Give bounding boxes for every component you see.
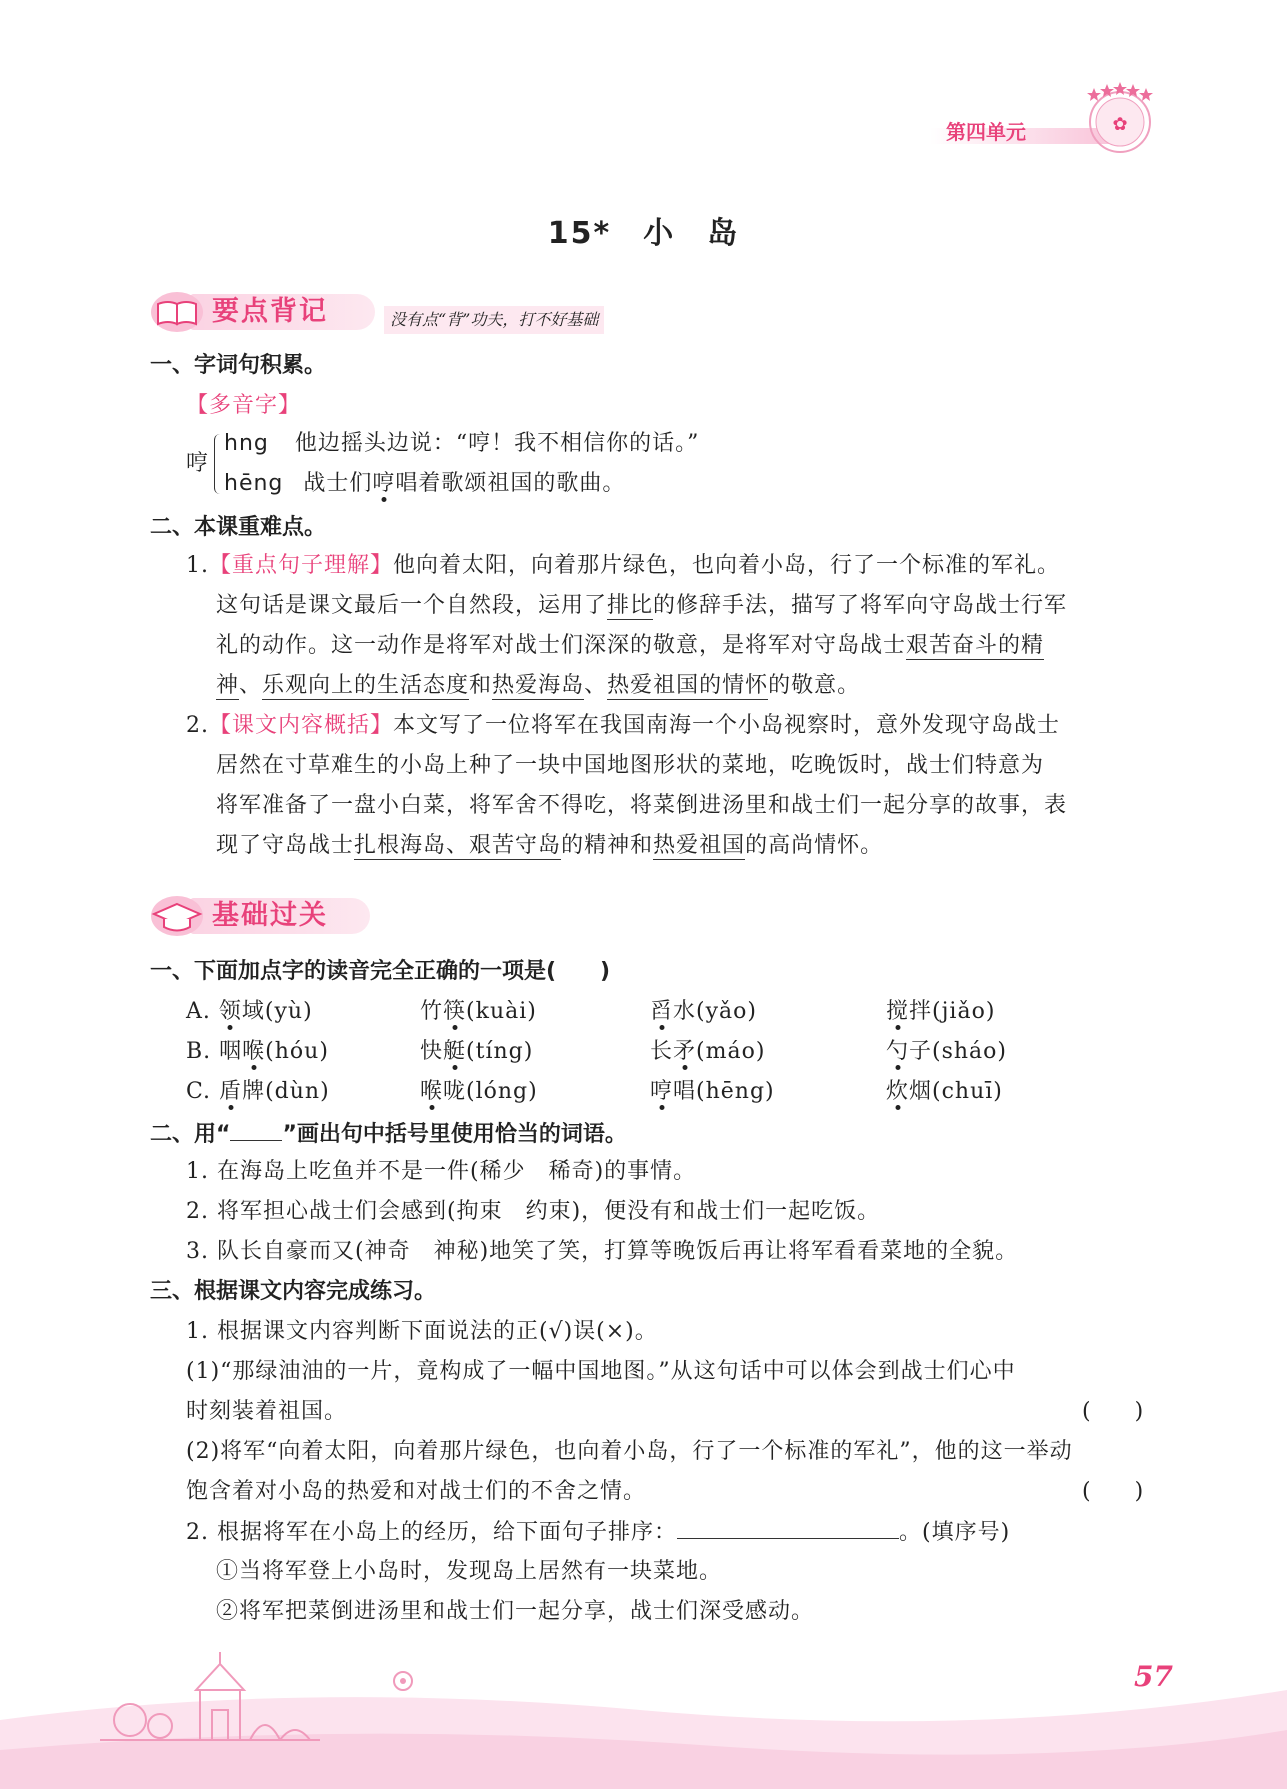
- option-text: A.: [186, 999, 219, 1024]
- polyphone-line-2: [224, 464, 625, 504]
- option-text: 拌(jiǎo): [909, 999, 996, 1024]
- question-3-1b-line-2: 饱含着对小岛的热爱和对战士们的不舍之情。: [186, 1479, 647, 1504]
- dotted-char: 勺: [886, 1039, 910, 1064]
- underlined-text: 热爱祖国: [653, 833, 746, 858]
- point-tag: 【重点句子理解】: [209, 553, 394, 578]
- text: 的敬意。: [768, 673, 861, 698]
- question-3: 三、根据课文内容完成练习。: [150, 1279, 437, 1304]
- option-text: 快: [420, 1039, 444, 1064]
- dotted-char: 筷: [443, 999, 467, 1024]
- option-text: (kuài): [466, 999, 537, 1024]
- graduation-cap-icon: [150, 894, 204, 938]
- polyphone-brace: [214, 434, 223, 494]
- option-text: 牌(dùn): [242, 1079, 330, 1104]
- option-cell: [420, 1072, 538, 1112]
- pinyin-heng: hēng: [224, 471, 284, 496]
- flower-icon: [390, 1668, 416, 1694]
- poly2-pre: 战士们: [303, 471, 373, 496]
- unit-label: 第四单元: [946, 120, 1026, 144]
- underlined-text: 扎根海岛: [354, 833, 447, 858]
- point-text: 本文写了一位将军在我国南海一个小岛视察时，意外发现守岛战士: [393, 713, 1061, 738]
- dotted-char: 搅: [886, 999, 910, 1024]
- point-text: 他向着太阳，向着那片绿色，也向着小岛，行了一个标准的军礼。: [393, 553, 1061, 578]
- text: ”画出句中括号里使用恰当的词语。: [282, 1122, 627, 1147]
- point-1-line-1: [186, 546, 1060, 586]
- text: 的精神和: [561, 833, 654, 858]
- point-1-line-2: [216, 586, 1067, 626]
- option-cell: [186, 992, 313, 1032]
- page-number: 57: [1134, 1660, 1173, 1693]
- heading-key-difficulties: 二、本课重难点。: [150, 515, 327, 540]
- sort-item-1: ①当将军登上小岛时，发现岛上居然有一块菜地。: [216, 1559, 723, 1584]
- point-1-line-4: [216, 666, 860, 706]
- option-cell: [420, 1032, 533, 1072]
- question-3-1: 1. 根据课文内容判断下面说法的正(√)误(×)。: [186, 1319, 658, 1344]
- section-title: 基础过关: [212, 900, 328, 931]
- question-2-item-1: 1. 在海岛上吃鱼并不是一件(稀少 稀奇)的事情。: [186, 1159, 697, 1184]
- heading-vocab: 一、字词句积累。: [150, 353, 327, 378]
- text: 二、用“: [150, 1122, 231, 1147]
- text: 。(填序号): [899, 1520, 1011, 1545]
- option-text: 竹: [420, 999, 444, 1024]
- svg-text:✿: ✿: [1112, 114, 1128, 135]
- slogan: 没有点“背”功夫，打不好基础: [390, 310, 599, 329]
- section-key-points-banner: [150, 290, 380, 334]
- text: 的高尚情怀。: [745, 833, 884, 858]
- text: 现了守岛战士: [216, 833, 355, 858]
- option-text: 咙(lóng): [443, 1079, 538, 1104]
- dotted-char: 喉: [242, 1039, 266, 1064]
- dotted-char: 舀: [650, 999, 674, 1024]
- option-cell: [420, 992, 537, 1032]
- dotted-char: 炊: [886, 1079, 910, 1104]
- dotted-char: 喉: [420, 1079, 444, 1104]
- option-text: 长: [650, 1039, 674, 1064]
- option-cell: [650, 992, 757, 1032]
- question-2-item-2: 2. 将军担心战士们会感到(拘束 约束)，便没有和战士们一起吃饭。: [186, 1199, 881, 1224]
- polyphone-line-1: [224, 424, 699, 464]
- option-cell: [886, 1032, 1007, 1072]
- underlined-text: 艰苦奋斗的精: [906, 633, 1045, 658]
- option-cell: [650, 1072, 775, 1112]
- option-text: (tíng): [466, 1039, 534, 1064]
- section-title: 要点背记: [212, 296, 328, 327]
- polyphone-char: 哼: [186, 451, 209, 476]
- option-cell: [650, 1032, 765, 1072]
- question-3-1a-line-2: 时刻装着祖国。: [186, 1399, 348, 1424]
- castle-icon: [100, 1650, 320, 1750]
- point-2-line-4: [216, 826, 883, 866]
- option-cell: [886, 992, 995, 1032]
- point-num: 2.: [186, 713, 209, 738]
- answer-paren[interactable]: ( ): [1082, 1399, 1144, 1424]
- option-text: (máo): [696, 1039, 766, 1064]
- question-2: [150, 1112, 627, 1155]
- underlined-text: 排比: [607, 593, 654, 618]
- brand-seal-icon: [1080, 78, 1160, 158]
- option-text: (hóu): [265, 1039, 329, 1064]
- point-1-line-3: [216, 626, 1044, 666]
- underlined-text: 热爱海岛: [492, 673, 585, 698]
- dotted-char: 领: [218, 999, 242, 1024]
- dotted-char: 哼: [372, 471, 396, 496]
- text: 礼的动作。这一动作是将军对战士们深深的敬意，是将军对守岛战士: [216, 633, 907, 658]
- poly1-text: 他边摇头边说：“哼！我不相信你的话。”: [294, 431, 700, 456]
- text: 2. 根据将军在小岛上的经历，给下面句子排序：: [186, 1520, 677, 1545]
- text: 这句话是课文最后一个自然段，运用了: [216, 593, 608, 618]
- slogan-box: [384, 306, 604, 334]
- sort-item-2: ②将军把菜倒进汤里和战士们一起分享，战士们深受感动。: [216, 1599, 815, 1624]
- book-icon: [150, 290, 204, 334]
- option-cell: [186, 1072, 330, 1112]
- option-text: 域(yù): [241, 999, 313, 1024]
- underlined-text: 神: [216, 673, 240, 698]
- underlined-text: 、: [446, 833, 470, 858]
- point-2-line-2: 居然在寸草难生的小岛上种了一块中国地图形状的菜地，吃晚饭时，战士们特意为: [216, 753, 1045, 778]
- option-text: 水(yǎo): [673, 999, 757, 1024]
- option-text: 子(sháo): [909, 1039, 1008, 1064]
- question-3-2: [186, 1512, 1010, 1553]
- option-cell: [186, 1032, 329, 1072]
- text: 的修辞手法，描写了将军向守岛战士行军: [653, 593, 1068, 618]
- point-2-line-1: [186, 706, 1060, 746]
- answer-paren[interactable]: ( ): [1082, 1479, 1144, 1504]
- point-tag: 【课文内容概括】: [209, 713, 394, 738]
- question-2-item-3: 3. 队长自豪而又(神奇 神秘)地笑了笑，打算等晚饭后再让将军看看菜地的全貌。: [186, 1239, 1019, 1264]
- option-cell: [886, 1072, 1003, 1112]
- option-text: C.: [186, 1079, 220, 1104]
- underline-sample: [230, 1112, 282, 1141]
- underlined-text: 乐观向上的生活态度: [262, 673, 470, 698]
- point-num: 1.: [186, 553, 209, 578]
- text: 、: [239, 673, 263, 698]
- page-title: 15* 小 岛: [547, 216, 740, 251]
- underlined-text: 热爱祖国的情怀: [607, 673, 769, 698]
- text: 、: [584, 673, 608, 698]
- question-3-1a-line-1: (1)“那绿油油的一片，竟构成了一幅中国地图。”从这句话中可以体会到战士们心中: [186, 1359, 1016, 1384]
- underlined-text: 艰苦守岛: [469, 833, 562, 858]
- point-2-line-3: 将军准备了一盘小白菜，将军舍不得吃，将菜倒进汤里和战士们一起分享的故事，表: [216, 793, 1068, 818]
- text: 和: [469, 673, 493, 698]
- dotted-char: 盾: [219, 1079, 243, 1104]
- dotted-char: 矛: [673, 1039, 697, 1064]
- tag-polyphone: 【多音字】: [186, 393, 302, 418]
- answer-blank[interactable]: [677, 1512, 899, 1539]
- poly2-post: 唱着歌颂祖国的歌曲。: [395, 471, 626, 496]
- pinyin-hng: hng: [224, 431, 269, 456]
- option-text: B. 咽: [186, 1039, 243, 1064]
- section-basics-banner: [150, 894, 380, 938]
- question-1: 一、下面加点字的读音完全正确的一项是( ): [150, 959, 611, 984]
- dotted-char: 哼: [650, 1079, 674, 1104]
- question-3-1b-line-1: (2)将军“向着太阳，向着那片绿色，也向着小岛，行了一个标准的军礼”，他的这一举动: [186, 1439, 1073, 1464]
- dotted-char: 艇: [443, 1039, 467, 1064]
- option-text: 烟(chuī): [909, 1079, 1003, 1104]
- option-text: 唱(hēng): [673, 1079, 775, 1104]
